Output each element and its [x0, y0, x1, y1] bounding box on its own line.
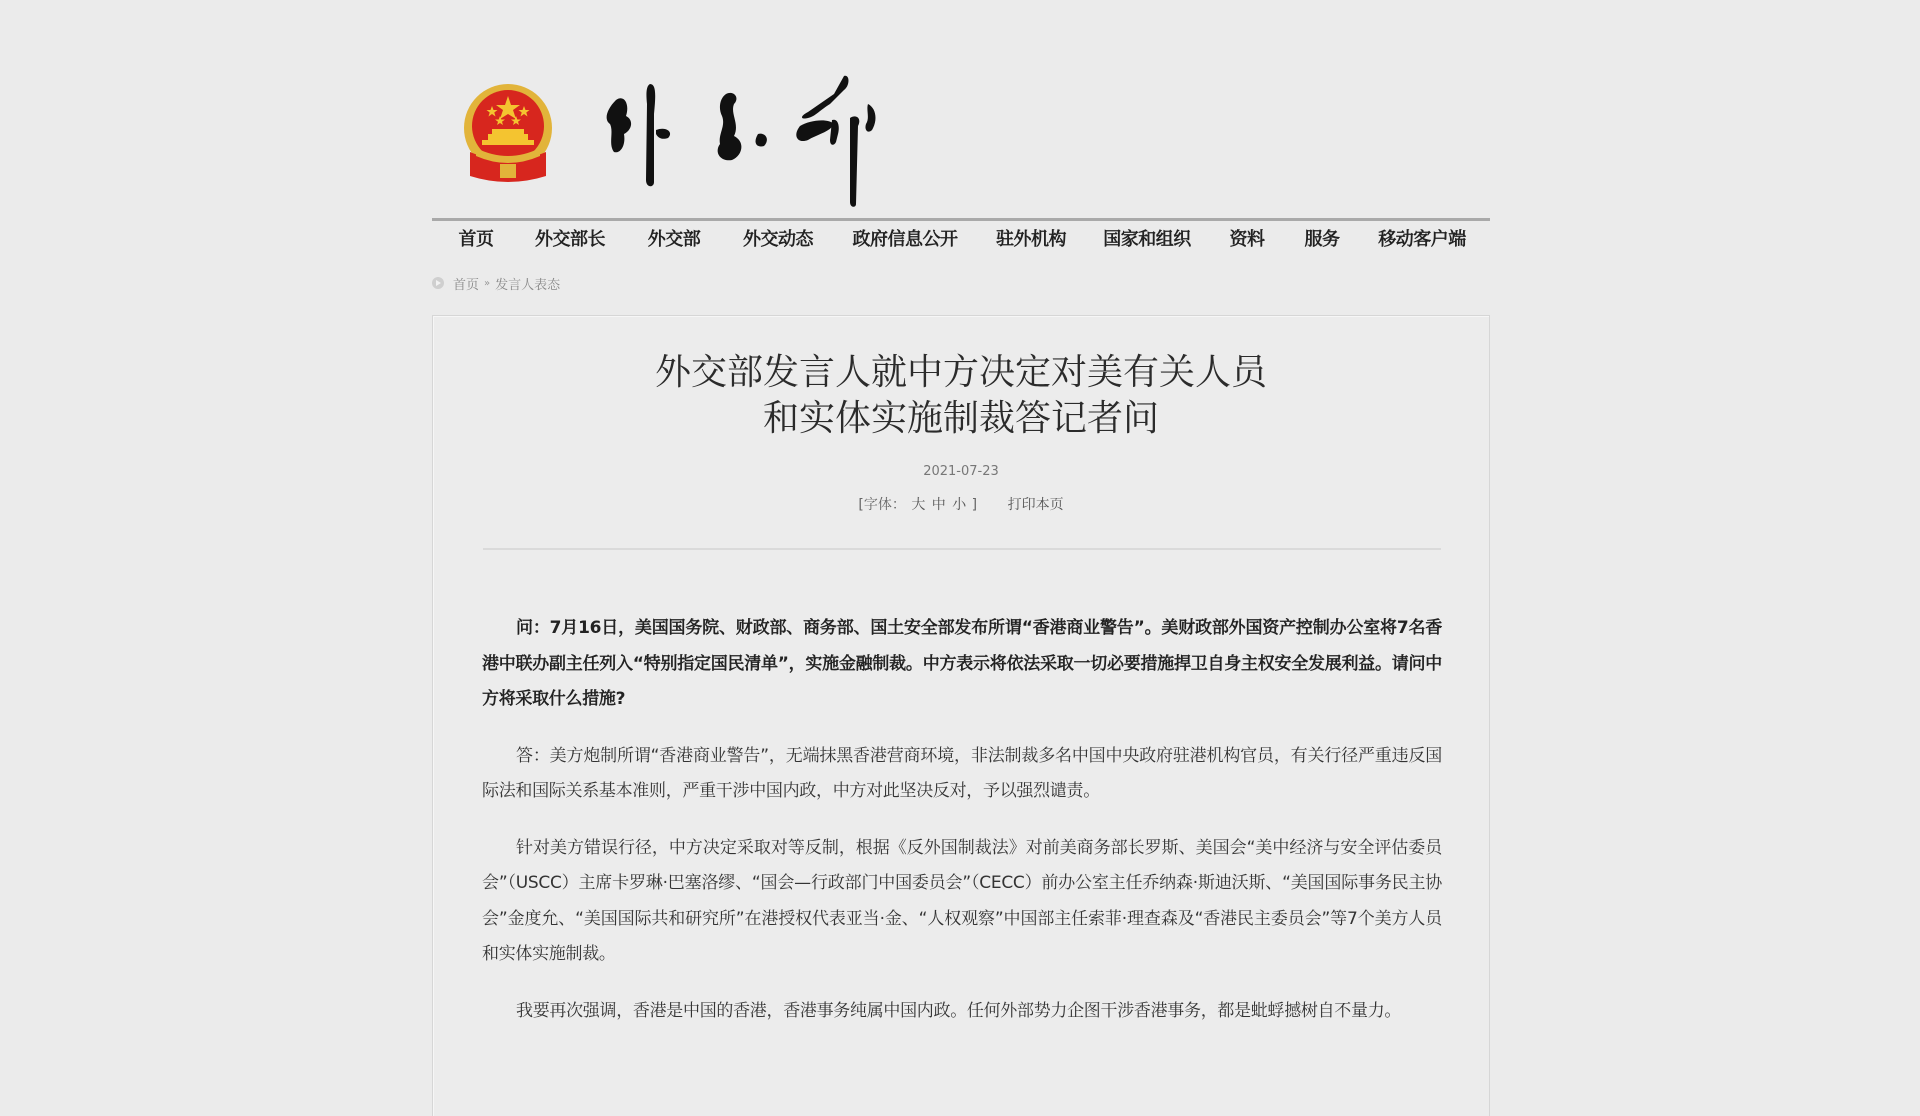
nav-item-services[interactable]: 服务 [1304, 229, 1340, 250]
page [432, 0, 1490, 1080]
national-emblem-icon[interactable] [462, 84, 554, 184]
article-tools [433, 494, 1489, 514]
main-nav [432, 224, 1490, 258]
article-title-line1: 外交部发言人就中方决定对美有关人员 [654, 352, 1267, 393]
breadcrumb-home-link[interactable]: 首页 [453, 277, 480, 293]
article-title [433, 350, 1489, 442]
question-paragraph: 问：7月16日，美国国务院、财政部、商务部、国土安全部发布所谓“香港商业警告”。美财政部外国资产控制办公室将7名香港中联办副主任列入“特别指定国民清单”，实施金融制裁。中方表示将依法采取一切必要措施捍卫自身主权安全发展利益。请问中方将采取什么措施? [482, 618, 1442, 709]
answer-paragraph: 答：美方炮制所谓“香港商业警告”，无端抹黑香港营商环境，非法制裁多名中国中央政府驻港机构官员，有关行径严重违反国际法和国际关系基本准则，严重干涉中国内政，中方对此坚决反对，予以强烈谴责。 [482, 745, 1442, 801]
nav-item-gov-info[interactable]: 政府信息公开 [852, 229, 958, 250]
breadcrumb-separator: » [484, 277, 491, 289]
nav-item-resources[interactable]: 资料 [1229, 229, 1265, 250]
body-paragraph: 我要再次强调，香港是中国的香港，香港事务纯属中国内政。任何外部势力企图干涉香港事务，都是蚍蜉撼树自不量力。 [516, 1000, 1402, 1021]
nav-item-home[interactable]: 首页 [458, 229, 494, 250]
nav-item-countries-orgs[interactable]: 国家和组织 [1103, 229, 1191, 250]
article-date: 2021-07-23 [923, 464, 999, 479]
article-title-line2: 和实体实施制裁答记者问 [762, 398, 1159, 439]
nav-divider [432, 218, 1490, 221]
breadcrumb-arrow-icon [432, 277, 444, 289]
font-size-label: [字体： [858, 497, 906, 513]
font-size-bracket-close: ] [971, 497, 978, 513]
print-page-button[interactable]: 打印本页 [1007, 497, 1064, 513]
nav-item-minister[interactable]: 外交部长 [535, 229, 605, 250]
nav-item-missions-abroad[interactable]: 驻外机构 [996, 229, 1066, 250]
site-header [432, 0, 1490, 219]
nav-item-mobile-client[interactable]: 移动客户端 [1378, 229, 1466, 250]
title-divider [483, 548, 1441, 550]
article-body [482, 611, 1442, 1050]
font-size-large-button[interactable]: 大 [911, 497, 926, 513]
font-size-medium-button[interactable]: 中 [931, 497, 946, 513]
nav-item-ministry[interactable]: 外交部 [647, 229, 701, 250]
ministry-calligraphy-logo[interactable] [594, 64, 879, 209]
font-size-small-button[interactable]: 小 [952, 497, 967, 513]
body-paragraph: 针对美方错误行径，中方决定采取对等反制，根据《反外国制裁法》对前美商务部长罗斯、美国会“美中经济与安全评估委员会”（USCC）主席卡罗琳·巴塞洛缪、“国会—行政部门中国委员会”（CECC）前办公室主任乔纳森·斯迪沃斯、“美国国际事务民主协会”金度允、“美国国际共和研究所”在港授权代表亚当·金、“人权观察”中国部主任索菲·理查森及“香港民主委员会”等7个美方人员和实体实施制裁。 [482, 837, 1442, 964]
article-card [432, 315, 1490, 1116]
breadcrumb-current-link[interactable]: 发言人表态 [495, 277, 561, 293]
nav-item-diplomatic-news[interactable]: 外交动态 [743, 229, 813, 250]
breadcrumb [432, 273, 560, 293]
